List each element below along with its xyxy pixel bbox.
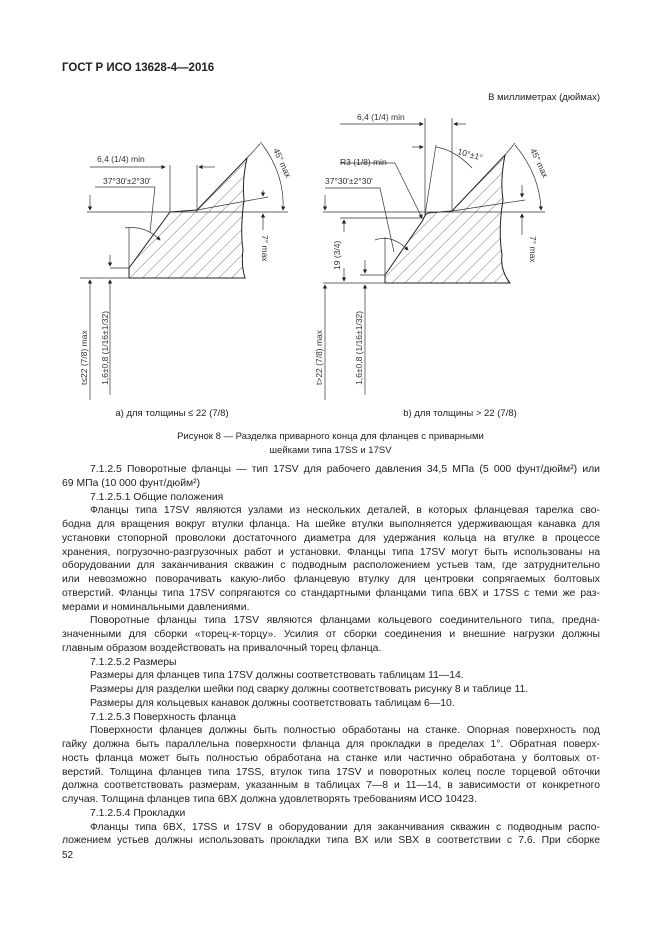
paragraph	[62, 683, 600, 697]
text-line: Поворотные фланцы типа 17SV являются фланцами кольцевого соединительного типа, предна-	[90, 615, 600, 627]
document-header: ГОСТ Р ИСО 13628-4—2016	[62, 62, 215, 74]
dim-radius-b: R3 (1/8) min	[340, 157, 387, 167]
caption-a: а) для толщины ≤ 22 (7/8)	[115, 408, 229, 419]
paragraph	[62, 656, 600, 670]
paragraph	[62, 491, 600, 505]
text-line: 7.1.2.5.4 Прокладки	[90, 807, 186, 819]
paragraph	[62, 463, 600, 491]
text-line: ность фланца может быть полностью обработана на станке или частично обработана у болтовых от-	[62, 752, 600, 764]
dim-height-b: 19 (3/4)	[332, 240, 342, 270]
figure-8-drawing	[0, 100, 661, 405]
text-line: Поверхности фланцев должны быть полностью обработаны на станке. Опорная поверхность под	[90, 725, 600, 737]
text-line: Размеры для кольцевых канавок должны соответствовать таблицам 6—10.	[90, 697, 455, 709]
text-line: ложением устьев должны использовать прокладки типа BX или SBX в соответствии с 7.6. При сборке	[62, 835, 600, 847]
text-line: 7.1.2.5.3 Поверхность фланца	[90, 711, 237, 723]
text-line: мерами и номинальными давлениями.	[62, 601, 250, 613]
text-line: хранения, погрузочно-разгрузочных работ и установки. Фланцы типа 17SV могут быть использованы на	[62, 546, 600, 558]
paragraph	[62, 821, 600, 849]
text-line: отверстий. Фланцы типа 17SV сопрягаются со стандартными фланцами типа 6BX и 17SS с теми же раз-	[62, 587, 600, 599]
paragraph	[62, 614, 600, 655]
text-line: гайку должна быть параллельна поверхности фланца для прокладки в пределах 1°. Обратная поверх-	[62, 739, 600, 750]
text-line: 7.1.2.5.1 Общие положения	[90, 491, 224, 503]
text-line: значенными для сборки «торец-к-торцу». Усилия от сборки соединения и внешние нагрузки должны	[62, 629, 600, 640]
dim-tip-a: 45° max	[271, 146, 294, 180]
dim-thickness-a: t≤22 (7/8) max	[79, 330, 89, 385]
paragraph	[62, 724, 600, 807]
paragraph	[62, 711, 600, 725]
dim-bevel-b: 37°30'±2°30'	[325, 176, 373, 186]
text-line: 69 МПа (10 000 фунт/дюйм²)	[62, 477, 201, 489]
paragraph	[62, 807, 600, 821]
paragraph	[62, 669, 600, 683]
text-line: 7.1.2.5.2 Размеры	[90, 656, 177, 668]
text-line: должна соответствовать размерам, указанным в таблицах 7—8 и 11—14, в зависимости от конкретного	[62, 780, 600, 792]
text-line: Фланцы типа 6BX, 17SS и 17SV в оборудовании для заканчивания скважин с подводным распо-	[90, 821, 600, 833]
text-line: главным образом воздействовать на привалочный торец фланца.	[62, 642, 382, 654]
paragraph	[62, 504, 600, 614]
dim-root-a: 1,6±0,8 (1/16±1/32)	[100, 310, 110, 385]
figure-title-line: шейками типа 17SS и 17SV	[269, 445, 392, 456]
dim-land-a: 6,4 (1/4) min	[97, 154, 145, 164]
dim-bevel-a: 37°30'±2°30'	[103, 176, 151, 186]
page-number: 52	[62, 850, 74, 861]
paragraph	[62, 697, 600, 711]
text-line: верстий. Толщина фланцев типа 17SS, втулок типа 17SV и поворотных колец после торцевой обточки	[62, 766, 600, 778]
dim-thickness-b: t>22 (7/8) max	[314, 329, 324, 385]
figure-title-line: Рисунок 8 — Разделка приварного конца для фланцев с приварными	[177, 431, 484, 442]
text-line: Размеры для фланцев типа 17SV должны соответствовать таблицам 11—14.	[90, 670, 464, 682]
dim-taper-b: 7° max	[528, 236, 538, 263]
dim-land-b: 6,4 (1/4) min	[357, 112, 405, 122]
text-line: 7.1.2.5 Поворотные фланцы — тип 17SV для рабочего давления 34,5 МПа (5 000 фунт/дюйм²) или	[90, 464, 600, 475]
text-line: оборудовании для заканчивания скважин с подводным расположением устьев там, где затруднительно	[62, 560, 600, 572]
dim-root-b: 1,6±0,8 (1/16±1/32)	[354, 310, 364, 385]
caption-b: b) для толщины > 22 (7/8)	[403, 408, 517, 419]
text-line: бодна для вращения вокруг втулки фланца. На шейке втулки выполняется удерживающая канавка для	[62, 519, 600, 530]
text-line: случая. Толщина фланцев типа 6BX должна удовлетворять требованиям ИСО 10423.	[62, 794, 477, 805]
text-line: установки стопорной проволоки достаточного диаметра для удержания кольца на втулке в процессе	[62, 532, 600, 544]
units-note: В миллиметрах (дюймах)	[488, 92, 600, 103]
weld-end-profile-b	[385, 155, 510, 283]
body-text	[62, 463, 600, 848]
text-line: Фланцы типа 17SV являются узлами из нескольких деталей, в которых фланцевая тарелка сво-	[90, 505, 600, 517]
text-line: Размеры для разделки шейки под сварку должны соответствовать рисунку 8 и таблице 11.	[90, 684, 529, 695]
dim-angle-b: 10°±1°	[456, 146, 484, 163]
text-line: или невозможно поворачивать какую-либо фланцевую втулку для центровки сопрягаемых болтовых	[62, 574, 600, 585]
figure-title	[0, 430, 661, 458]
dim-tip-b: 45° max	[528, 146, 551, 180]
dim-taper-a: 7° max	[260, 235, 270, 262]
